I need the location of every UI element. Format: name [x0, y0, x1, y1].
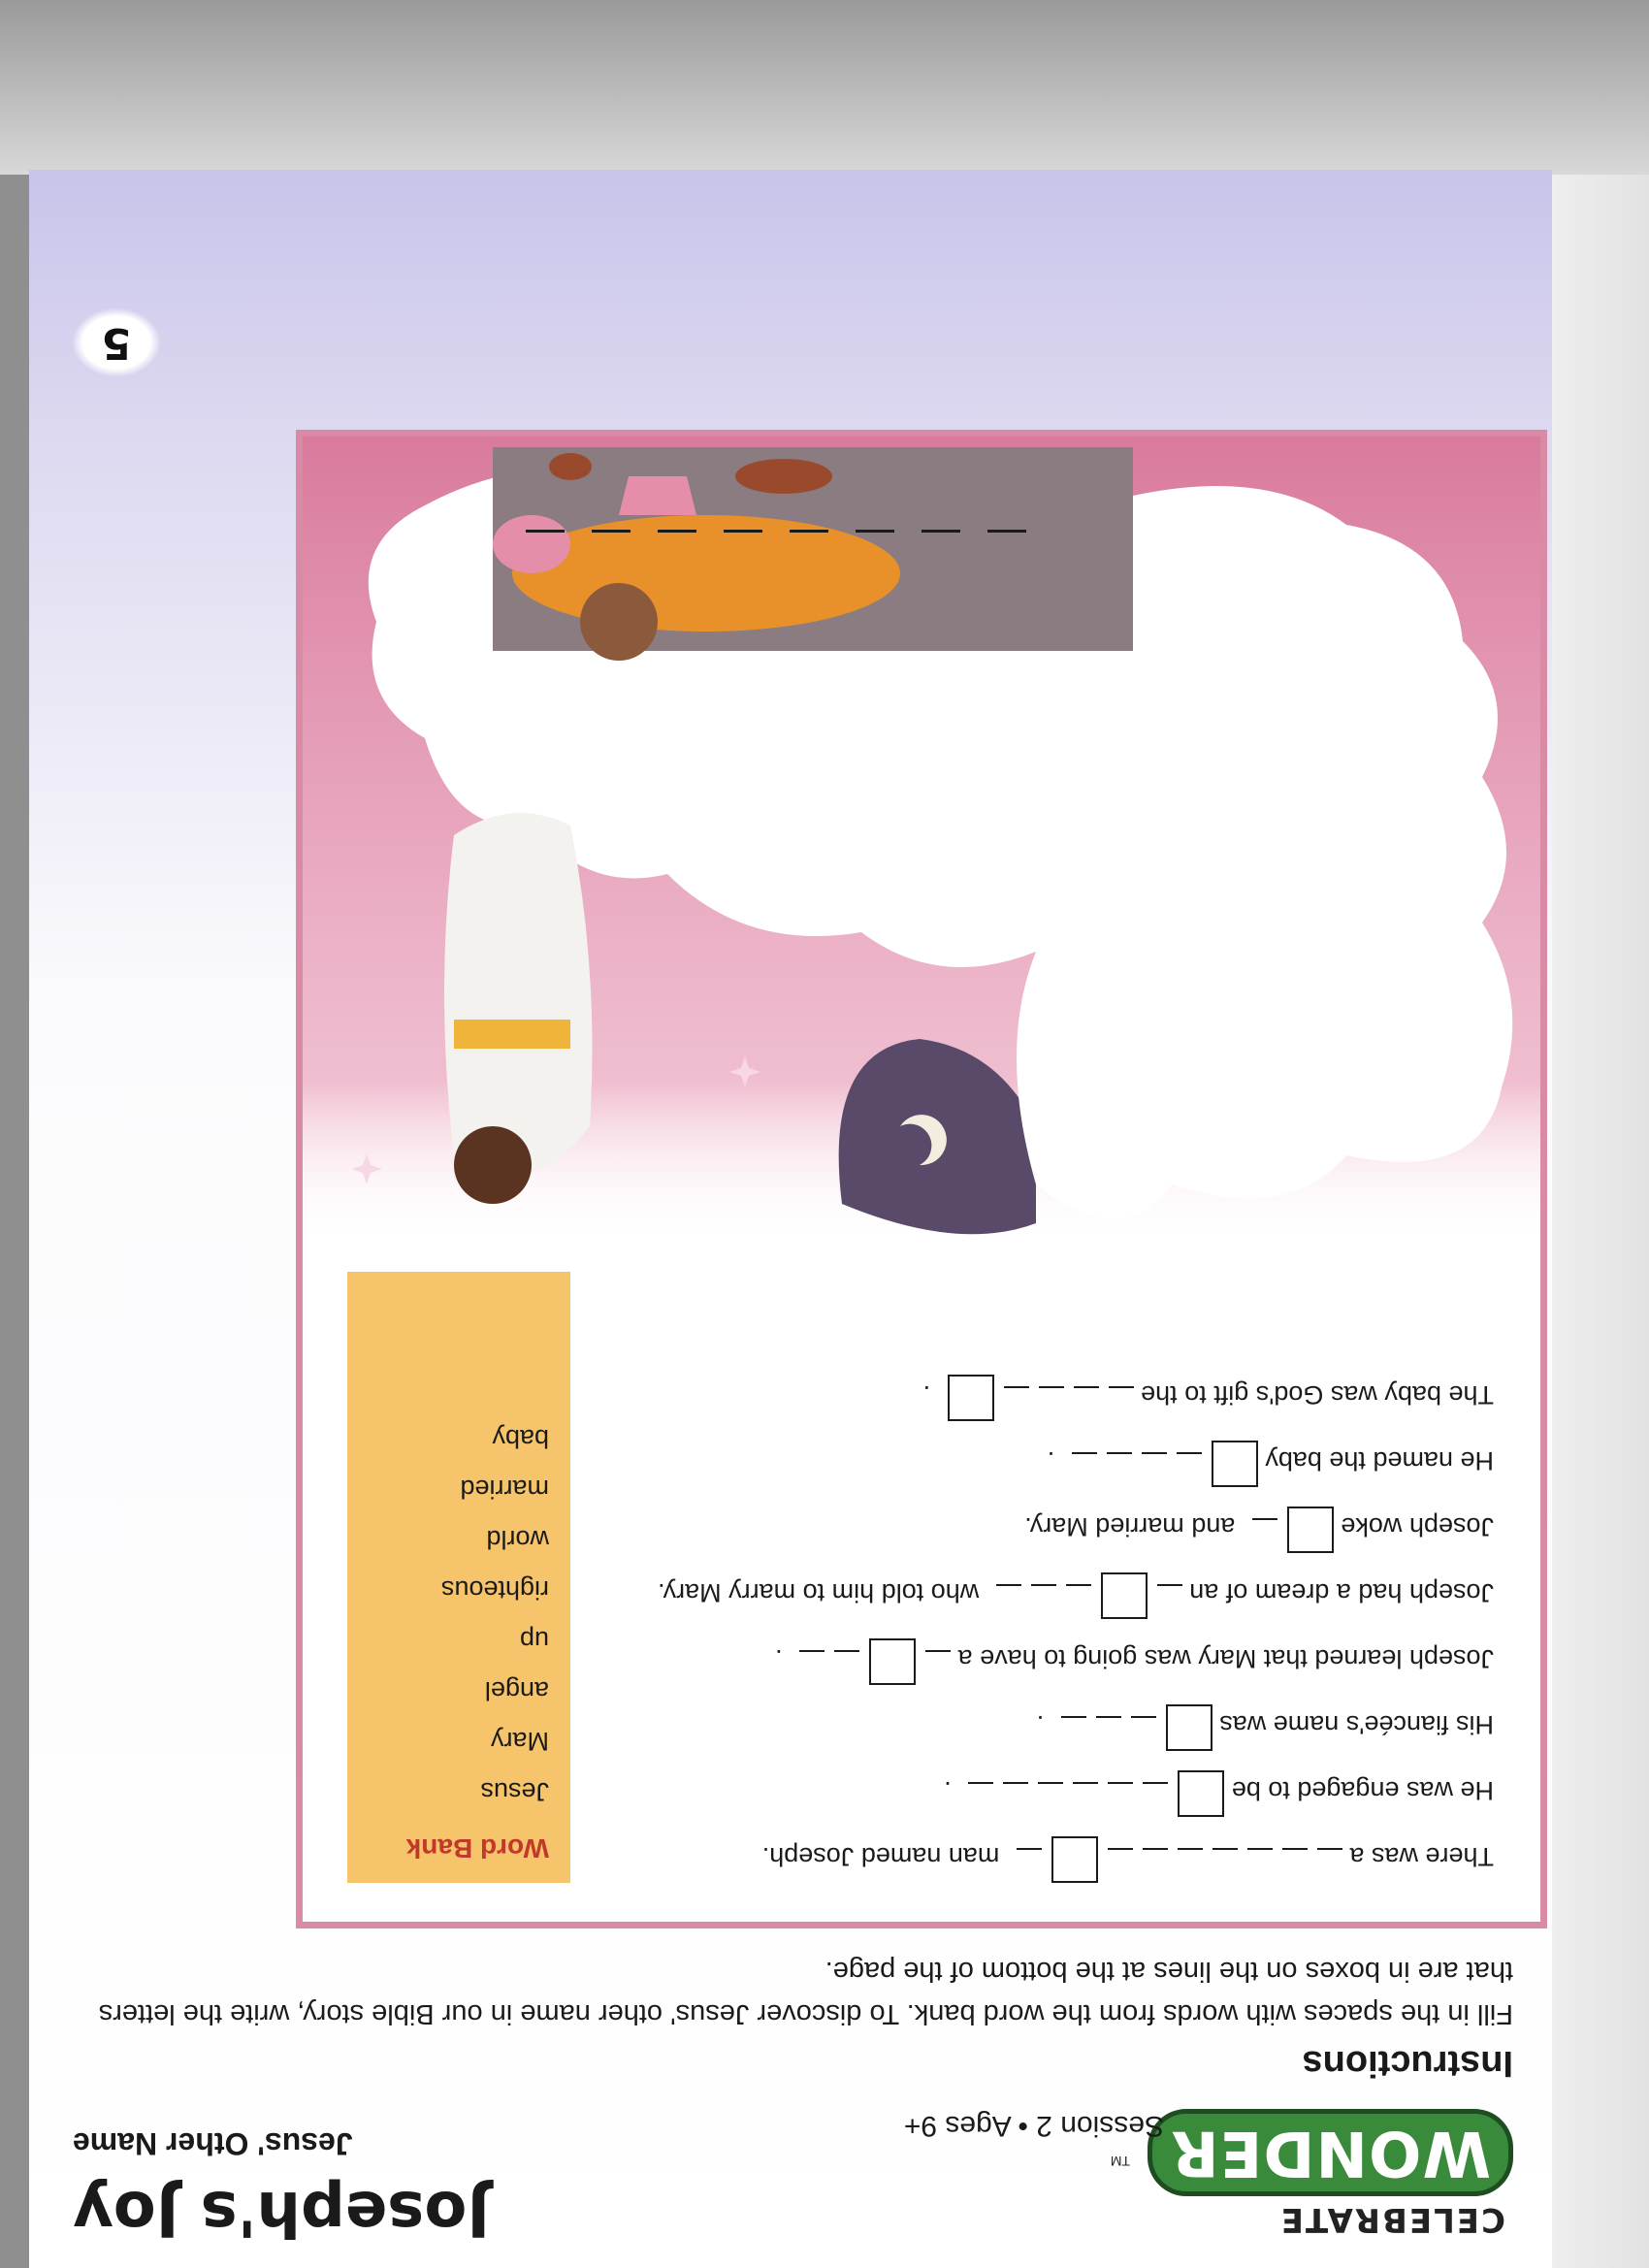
word-bank-item: up — [519, 1626, 549, 1655]
sentence-8 — [640, 1375, 1494, 1421]
word-bank-item: married — [460, 1474, 549, 1504]
instructions-body: Fill in the spaces with words from the word bank. To discover Jesus' other name in our Bible story, write the letters that are in boxes on the lines at the bottom of the page. — [98, 1956, 1513, 2029]
answer-blank-jesus[interactable] — [1062, 1441, 1258, 1487]
word-bank-item: world — [486, 1525, 549, 1554]
sentence-text-before: There was a — [1349, 1842, 1494, 1871]
sentence-text-after: man named Joseph. — [761, 1842, 1000, 1871]
secret-name-answer-line[interactable] — [526, 530, 1026, 535]
answer-letter-line[interactable] — [526, 530, 565, 535]
sentence-text-before: He was engaged to be — [1231, 1776, 1494, 1805]
scan-background-top — [0, 0, 1649, 175]
logo-celebrate-text: CELEBRATE — [1278, 2200, 1505, 2239]
sentence-text-before: His fiancée's name was — [1219, 1710, 1494, 1739]
answer-blank-mary[interactable] — [1051, 1704, 1212, 1751]
answer-blank-angel[interactable] — [986, 1572, 1182, 1619]
sentence-5 — [640, 1572, 1494, 1619]
angel-sash — [454, 1020, 570, 1049]
sentence-text-after: . — [775, 1644, 783, 1673]
answer-letter-line[interactable] — [856, 530, 894, 535]
session-info: Session 2 • Ages 9+ — [903, 2110, 1164, 2142]
sentence-7 — [640, 1441, 1494, 1487]
answer-blank-righteous[interactable] — [1007, 1836, 1342, 1883]
sentence-text-before: Joseph had a dream of an — [1189, 1578, 1494, 1607]
dream-illustration — [303, 437, 1540, 1243]
page-title: Joseph's Joy — [73, 2177, 491, 2249]
pillow-bag — [493, 515, 570, 573]
sentence-text-after: who told him to marry Mary. — [658, 1578, 980, 1607]
sentence-6 — [640, 1507, 1494, 1553]
sleeping-joseph-head — [580, 583, 658, 661]
answer-letter-line[interactable] — [922, 530, 960, 535]
scan-background-right — [1542, 175, 1649, 2268]
instructions-heading: Instructions — [1302, 2043, 1513, 2084]
word-bank-item: baby — [492, 1424, 549, 1453]
worksheet-page-wrapper — [29, 170, 1552, 2268]
sentence-text-before: He named the baby — [1265, 1446, 1494, 1475]
activity-panel — [296, 430, 1547, 1928]
sentence-text-after: . — [1047, 1446, 1055, 1475]
answer-blank-married[interactable] — [958, 1770, 1224, 1817]
page-subtitle: Jesus' Other Name — [73, 2126, 353, 2161]
word-bank-title: Word Bank — [405, 1833, 549, 1863]
sentence-text-before: The baby was God's gift to the — [1141, 1380, 1494, 1409]
answer-letter-line[interactable] — [790, 530, 828, 535]
sentence-1 — [640, 1836, 1494, 1883]
word-bank — [347, 1272, 570, 1883]
sentence-text-after: . — [944, 1776, 952, 1805]
answer-blank-world[interactable] — [938, 1375, 1134, 1421]
logo-wonder-text: WONDER — [1148, 2109, 1513, 2196]
answer-blank-up[interactable] — [1243, 1507, 1334, 1553]
celebrate-wonder-logo — [1110, 2103, 1513, 2239]
logo-trademark: TM — [1110, 2154, 1130, 2169]
sentence-text-after: . — [1036, 1710, 1045, 1739]
answer-letter-line[interactable] — [987, 530, 1026, 535]
sandals-icon — [735, 459, 832, 494]
sentence-text-before: Joseph woke — [1341, 1512, 1494, 1541]
sentence-text-after: . — [922, 1380, 931, 1409]
clay-pot-icon — [619, 476, 696, 515]
sentence-2 — [640, 1770, 1494, 1817]
sentence-text-before: Joseph learned that Mary was going to have a — [957, 1644, 1494, 1673]
word-bank-item: Jesus — [480, 1777, 549, 1806]
page-number: 5 — [73, 308, 160, 376]
sentence-4 — [640, 1638, 1494, 1685]
angel-robe — [444, 813, 593, 1174]
answer-blank-baby[interactable] — [790, 1638, 951, 1685]
word-bank-item: angel — [484, 1676, 549, 1705]
worksheet-page — [29, 170, 1552, 2268]
bowl-icon — [549, 453, 592, 480]
sentence-list — [640, 1355, 1494, 1883]
answer-letter-line[interactable] — [724, 530, 762, 535]
answer-letter-line[interactable] — [592, 530, 630, 535]
answer-letter-line[interactable] — [658, 530, 696, 535]
angel-head — [454, 1126, 532, 1204]
word-bank-item: Mary — [491, 1727, 549, 1756]
word-bank-item: righteous — [440, 1575, 549, 1604]
sentence-3 — [640, 1704, 1494, 1751]
sentence-text-after: and married Mary. — [1024, 1512, 1236, 1541]
